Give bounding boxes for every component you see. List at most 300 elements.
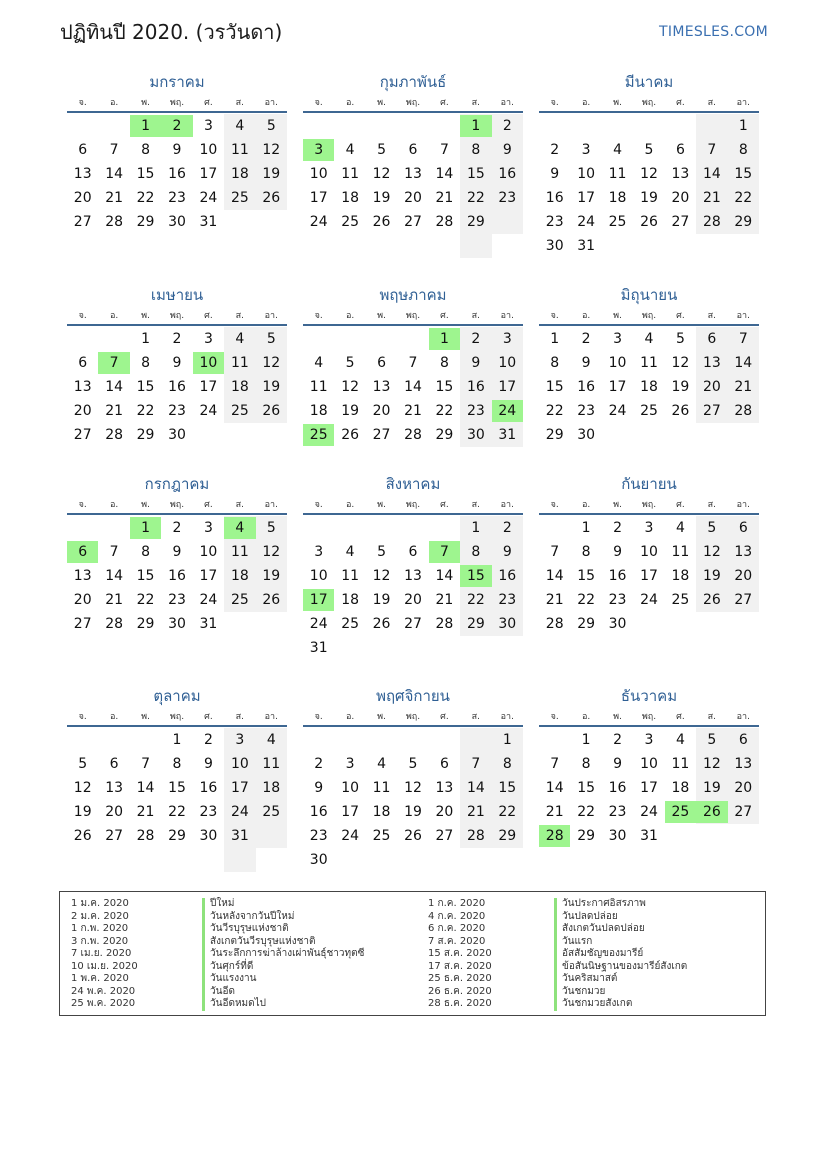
- day-cell: 28: [435, 616, 454, 632]
- weekday-label: จ.: [550, 311, 559, 321]
- holiday-name: วันแรก: [562, 935, 593, 947]
- holiday-name: ข้อสันนิษฐานของมารีย์สังเกต: [562, 960, 688, 972]
- day-cell: 3: [613, 331, 623, 347]
- weekday-label: พฤ.: [169, 712, 185, 722]
- day-cell: 18: [309, 403, 328, 419]
- day-cell: 30: [577, 427, 596, 443]
- day-cell: 17: [608, 379, 627, 395]
- day-cell: 3: [203, 118, 213, 134]
- day-cell: 22: [577, 804, 596, 820]
- day-cell: 21: [136, 804, 155, 820]
- day-cell: 27: [734, 804, 753, 820]
- day-cell: 24: [199, 190, 218, 206]
- holiday-name: วันประกาศอิสรภาพ: [562, 898, 646, 909]
- day-cell: 21: [702, 190, 721, 206]
- day-cell: 16: [608, 568, 627, 584]
- day-cell: 14: [702, 166, 721, 182]
- day-cell: 19: [372, 190, 391, 206]
- day-cell: 16: [577, 379, 596, 395]
- day-cell: 11: [671, 544, 690, 560]
- day-cell: 4: [377, 756, 387, 772]
- day-cell: 30: [309, 852, 328, 868]
- day-cell: 18: [372, 804, 391, 820]
- day-cell: 23: [168, 592, 186, 608]
- day-cell: 15: [545, 379, 564, 395]
- day-cell: 21: [435, 190, 454, 206]
- day-cell: 18: [608, 190, 627, 206]
- holiday-day-cell: 4: [224, 517, 255, 539]
- weekday-header: [303, 96, 523, 110]
- day-cell: 4: [314, 355, 324, 371]
- day-cell: 30: [545, 238, 564, 254]
- weekday-label: อา.: [264, 500, 278, 510]
- day-cell: 10: [309, 166, 328, 182]
- day-cell: 7: [471, 756, 481, 772]
- weekday-label: พฤ.: [405, 712, 421, 722]
- weekday-header: [539, 710, 759, 724]
- day-cell: 27: [372, 427, 391, 443]
- weekday-header: [303, 498, 523, 512]
- header-rule: [67, 513, 287, 515]
- day-cell: 25: [608, 214, 627, 230]
- holiday-day-cell: 3: [303, 139, 334, 161]
- day-cell: 23: [498, 190, 517, 206]
- day-cell: 5: [377, 142, 387, 158]
- month-7: [67, 474, 287, 636]
- weekday-label: จ.: [78, 712, 87, 722]
- day-cell: 1: [141, 331, 151, 347]
- day-cell: 6: [738, 732, 748, 748]
- day-cell: 24: [230, 804, 249, 820]
- day-cell: 25: [671, 592, 690, 608]
- day-cell: 17: [199, 379, 218, 395]
- day-cell: 15: [136, 568, 155, 584]
- day-cell: 28: [105, 616, 124, 632]
- weekday-label: ศ.: [676, 311, 685, 321]
- day-cell: 16: [498, 568, 517, 584]
- weekday-label: จ.: [550, 712, 559, 722]
- weekday-label: ศ.: [440, 98, 449, 108]
- weekday-label: จ.: [314, 712, 323, 722]
- day-cell: 31: [640, 828, 658, 844]
- day-cell: 22: [545, 403, 564, 419]
- holiday-date: 3 ก.พ. 2020: [71, 935, 129, 947]
- header-rule: [67, 324, 287, 326]
- day-cell: 21: [466, 804, 485, 820]
- day-cell: 12: [404, 780, 422, 796]
- holiday-day-cell: 1: [460, 115, 491, 137]
- day-cell: 20: [372, 403, 391, 419]
- day-cell: 14: [136, 780, 155, 796]
- holiday-date: 24 พ.ค. 2020: [71, 985, 136, 997]
- weekday-label: อ.: [109, 311, 119, 321]
- day-cell: 24: [640, 592, 658, 608]
- day-cell: 27: [73, 214, 92, 230]
- day-cell: 26: [702, 592, 721, 608]
- weekday-label: จ.: [550, 500, 559, 510]
- month-name: ธันวาคม: [620, 687, 678, 705]
- day-cell: 21: [105, 592, 124, 608]
- day-cell: 13: [404, 166, 422, 182]
- day-cell: 1: [172, 732, 182, 748]
- weekday-label: พฤ.: [169, 500, 185, 510]
- month-1: [67, 72, 287, 234]
- weekday-label: พฤ.: [405, 98, 421, 108]
- day-cell: 19: [341, 403, 360, 419]
- day-cell: 30: [168, 427, 186, 443]
- weekday-label: จ.: [78, 500, 87, 510]
- day-cell: 28: [734, 403, 753, 419]
- day-cell: 7: [109, 142, 119, 158]
- day-cell: 4: [613, 142, 623, 158]
- day-cell: 18: [230, 379, 249, 395]
- weekday-label: พฤ.: [169, 311, 185, 321]
- day-cell: 14: [545, 780, 564, 796]
- day-cell: 11: [640, 355, 658, 371]
- month-name: พฤศจิกายน: [376, 687, 450, 705]
- day-cell: 17: [341, 804, 360, 820]
- day-cell: 4: [675, 520, 685, 536]
- day-cell: 18: [341, 592, 360, 608]
- day-cell: 3: [345, 756, 355, 772]
- weekday-label: พ.: [613, 712, 622, 722]
- day-cell: 23: [168, 190, 186, 206]
- day-cell: 29: [435, 427, 454, 443]
- header-rule: [539, 513, 759, 515]
- day-cell: 19: [702, 780, 721, 796]
- day-cell: 21: [105, 190, 124, 206]
- day-cell: 29: [577, 828, 596, 844]
- day-cell: 28: [466, 828, 485, 844]
- day-cell: 18: [671, 568, 690, 584]
- weekday-header: [539, 96, 759, 110]
- day-cell: 28: [702, 214, 721, 230]
- day-cell: 21: [435, 592, 454, 608]
- day-cell: 30: [199, 828, 218, 844]
- day-cell: 1: [550, 331, 560, 347]
- day-cell: 20: [702, 379, 721, 395]
- weekday-label: พ.: [141, 500, 150, 510]
- weekday-label: ศ.: [676, 712, 685, 722]
- day-cell: 20: [105, 804, 124, 820]
- day-cell: 19: [262, 166, 281, 182]
- weekday-label: ศ.: [676, 500, 685, 510]
- day-cell: 16: [168, 568, 186, 584]
- weekday-label: ส.: [471, 311, 481, 321]
- weekday-label: ส.: [707, 500, 717, 510]
- weekday-label: อ.: [109, 500, 119, 510]
- day-cell: 13: [73, 568, 92, 584]
- day-cell: 7: [550, 544, 560, 560]
- weekday-header: [67, 309, 287, 323]
- day-cell: 29: [136, 427, 155, 443]
- holiday-day-cell: 7: [429, 541, 460, 563]
- day-cell: 23: [608, 592, 627, 608]
- day-cell: 13: [734, 756, 753, 772]
- day-cell: 5: [408, 756, 418, 772]
- holiday-date: 25 พ.ค. 2020: [71, 998, 136, 1009]
- day-cell: 20: [73, 403, 92, 419]
- day-cell: 2: [502, 520, 512, 536]
- day-cell: 7: [550, 756, 560, 772]
- day-cell: 30: [466, 427, 485, 443]
- day-cell: 21: [105, 403, 124, 419]
- day-cell: 13: [73, 166, 92, 182]
- weekday-header: [67, 498, 287, 512]
- weekday-label: ส.: [471, 500, 481, 510]
- day-cell: 14: [435, 166, 454, 182]
- day-cell: 5: [644, 142, 654, 158]
- day-cell: 26: [262, 592, 281, 608]
- day-cell: 22: [577, 592, 596, 608]
- holiday-day-cell: 1: [130, 517, 161, 539]
- day-cell: 30: [168, 214, 186, 230]
- day-cell: 12: [73, 780, 92, 796]
- day-cell: 26: [404, 828, 422, 844]
- holiday-name: วันระลึกการฆ่าล้างเผ่าพันธุ์ชาวทุตซี: [210, 948, 365, 959]
- day-cell: 24: [341, 828, 360, 844]
- weekday-label: อ.: [345, 500, 355, 510]
- weekday-label: พ.: [613, 98, 622, 108]
- holiday-names-left: [202, 898, 364, 1011]
- day-cell: 12: [262, 142, 281, 158]
- header-rule: [539, 324, 759, 326]
- day-cell: 29: [136, 616, 155, 632]
- day-cell: 7: [738, 331, 748, 347]
- day-cell: 2: [581, 331, 591, 347]
- day-cell: 4: [345, 544, 355, 560]
- day-cell: 25: [230, 190, 249, 206]
- day-cell: 19: [262, 379, 281, 395]
- day-cell: 30: [168, 616, 186, 632]
- day-cell: 22: [136, 403, 155, 419]
- day-cell: 10: [577, 166, 596, 182]
- weekday-label: พฤ.: [641, 311, 657, 321]
- day-cell: 10: [199, 544, 218, 560]
- day-cell: 12: [640, 166, 658, 182]
- weekday-label: พ.: [377, 311, 386, 321]
- day-cell: 15: [435, 379, 454, 395]
- day-cell: 15: [498, 780, 517, 796]
- weekday-label: พฤ.: [641, 712, 657, 722]
- day-cell: 8: [141, 355, 151, 371]
- day-cell: 16: [309, 804, 328, 820]
- day-cell: 3: [314, 544, 324, 560]
- holiday-name: สังเกตวันปลดปล่อย: [562, 923, 645, 934]
- weekday-label: พ.: [377, 98, 386, 108]
- weekday-label: พฤ.: [405, 500, 421, 510]
- day-cell: 19: [702, 568, 721, 584]
- weekday-label: อา.: [736, 98, 750, 108]
- day-cell: 5: [345, 355, 355, 371]
- day-cell: 2: [203, 732, 213, 748]
- day-cell: 25: [372, 828, 391, 844]
- day-cell: 27: [105, 828, 124, 844]
- weekday-label: อา.: [264, 311, 278, 321]
- weekday-label: ส.: [707, 98, 717, 108]
- weekday-label: อา.: [736, 500, 750, 510]
- weekday-label: ศ.: [204, 500, 213, 510]
- weekday-header: [67, 96, 287, 110]
- day-cell: 9: [172, 355, 182, 371]
- holiday-name: สังเกตวันวีรบุรุษแห่งชาติ: [210, 935, 316, 947]
- day-cell: 8: [738, 142, 748, 158]
- header-rule: [303, 513, 523, 515]
- holiday-dates-right: [428, 898, 492, 1011]
- day-cell: 10: [498, 355, 517, 371]
- day-cell: 17: [199, 568, 218, 584]
- holiday-date: 25 ธ.ค. 2020: [428, 973, 492, 984]
- day-cell: 28: [136, 828, 155, 844]
- day-cell: 25: [262, 804, 281, 820]
- day-cell: 3: [203, 520, 213, 536]
- holiday-name: ปีใหม่: [210, 898, 235, 909]
- day-cell: 21: [734, 379, 753, 395]
- header-rule: [67, 111, 287, 113]
- day-cell: 1: [581, 732, 591, 748]
- day-cell: 8: [439, 355, 449, 371]
- weekday-label: ส.: [707, 311, 717, 321]
- day-cell: 9: [172, 544, 182, 560]
- day-cell: 6: [377, 355, 387, 371]
- weekday-header: [303, 309, 523, 323]
- day-cell: 22: [466, 592, 485, 608]
- weekday-label: อา.: [736, 712, 750, 722]
- day-cell: 2: [314, 756, 324, 772]
- brand-logo-text[interactable]: TIMESLES.COM: [659, 24, 768, 40]
- day-cell: 27: [404, 616, 422, 632]
- day-cell: 24: [199, 592, 218, 608]
- day-cell: 8: [581, 756, 591, 772]
- holiday-date: 4 ก.ค. 2020: [428, 910, 486, 922]
- holiday-day-cell: 17: [303, 589, 334, 611]
- day-cell: 5: [707, 732, 717, 748]
- weekday-label: พ.: [377, 712, 386, 722]
- day-cell: 4: [235, 118, 245, 134]
- weekday-label: อา.: [264, 712, 278, 722]
- month-name: มีนาคม: [624, 73, 674, 91]
- day-cell: 14: [435, 568, 454, 584]
- weekday-label: อ.: [345, 311, 355, 321]
- day-cell: 2: [172, 520, 182, 536]
- day-cell: 14: [404, 379, 422, 395]
- weekend-shading: [224, 848, 255, 872]
- day-cell: 13: [105, 780, 124, 796]
- day-cell: 15: [168, 780, 186, 796]
- day-cell: 29: [498, 828, 517, 844]
- day-cell: 10: [608, 355, 627, 371]
- day-cell: 6: [675, 142, 685, 158]
- day-cell: 5: [78, 756, 88, 772]
- day-cell: 6: [408, 142, 418, 158]
- weekday-label: ศ.: [440, 712, 449, 722]
- day-cell: 11: [341, 568, 360, 584]
- day-cell: 8: [502, 756, 512, 772]
- holiday-day-cell: 26: [696, 801, 727, 823]
- day-cell: 8: [471, 142, 481, 158]
- day-cell: 12: [372, 568, 391, 584]
- month-8: [303, 474, 523, 660]
- day-cell: 19: [372, 592, 391, 608]
- day-cell: 4: [235, 331, 245, 347]
- holiday-date: 26 ธ.ค. 2020: [428, 985, 492, 997]
- holiday-day-cell: 1: [130, 115, 161, 137]
- day-cell: 13: [734, 544, 753, 560]
- day-cell: 28: [404, 427, 422, 443]
- holiday-date: 7 ส.ค. 2020: [428, 935, 486, 947]
- weekday-label: อา.: [500, 500, 514, 510]
- weekday-label: จ.: [314, 500, 323, 510]
- day-cell: 16: [168, 166, 186, 182]
- day-cell: 26: [640, 214, 658, 230]
- day-cell: 20: [73, 190, 92, 206]
- holiday-day-cell: 7: [98, 352, 129, 374]
- day-cell: 5: [266, 520, 276, 536]
- day-cell: 10: [309, 568, 328, 584]
- day-cell: 26: [73, 828, 92, 844]
- day-cell: 2: [613, 732, 623, 748]
- day-cell: 26: [262, 403, 281, 419]
- month-name: มิถุนายน: [620, 286, 678, 304]
- day-cell: 4: [266, 732, 276, 748]
- day-cell: 24: [577, 214, 596, 230]
- day-cell: 15: [577, 780, 596, 796]
- weekday-header: [539, 498, 759, 512]
- holiday-day-cell: 15: [460, 565, 491, 587]
- day-cell: 25: [341, 214, 360, 230]
- day-cell: 26: [262, 190, 281, 206]
- day-cell: 22: [498, 804, 517, 820]
- month-9: [539, 474, 759, 636]
- weekday-label: พ.: [377, 500, 386, 510]
- day-cell: 5: [707, 520, 717, 536]
- weekday-label: ศ.: [204, 712, 213, 722]
- day-cell: 27: [734, 592, 753, 608]
- weekday-label: อ.: [109, 98, 119, 108]
- day-cell: 5: [266, 118, 276, 134]
- day-cell: 3: [203, 331, 213, 347]
- day-cell: 2: [502, 118, 512, 134]
- holiday-name: วันชกมวย: [562, 985, 606, 997]
- day-cell: 27: [435, 828, 454, 844]
- day-cell: 29: [577, 616, 596, 632]
- day-cell: 18: [671, 780, 690, 796]
- weekday-label: อา.: [500, 712, 514, 722]
- day-cell: 18: [262, 780, 281, 796]
- day-cell: 26: [372, 214, 391, 230]
- day-cell: 21: [404, 403, 422, 419]
- header-rule: [67, 725, 287, 727]
- day-cell: 22: [168, 804, 186, 820]
- day-cell: 13: [372, 379, 391, 395]
- day-cell: 6: [78, 142, 88, 158]
- weekday-label: พ.: [613, 500, 622, 510]
- day-cell: 2: [613, 520, 623, 536]
- day-cell: 20: [734, 568, 753, 584]
- day-cell: 20: [404, 592, 422, 608]
- day-cell: 15: [734, 166, 753, 182]
- day-cell: 22: [136, 190, 155, 206]
- day-cell: 23: [577, 403, 596, 419]
- day-cell: 24: [309, 214, 328, 230]
- weekday-label: อ.: [109, 712, 119, 722]
- day-cell: 9: [471, 355, 481, 371]
- month-name: กันยายน: [621, 475, 677, 493]
- weekday-label: ส.: [235, 311, 245, 321]
- weekday-label: พฤ.: [641, 98, 657, 108]
- day-cell: 11: [230, 355, 249, 371]
- day-cell: 7: [707, 142, 717, 158]
